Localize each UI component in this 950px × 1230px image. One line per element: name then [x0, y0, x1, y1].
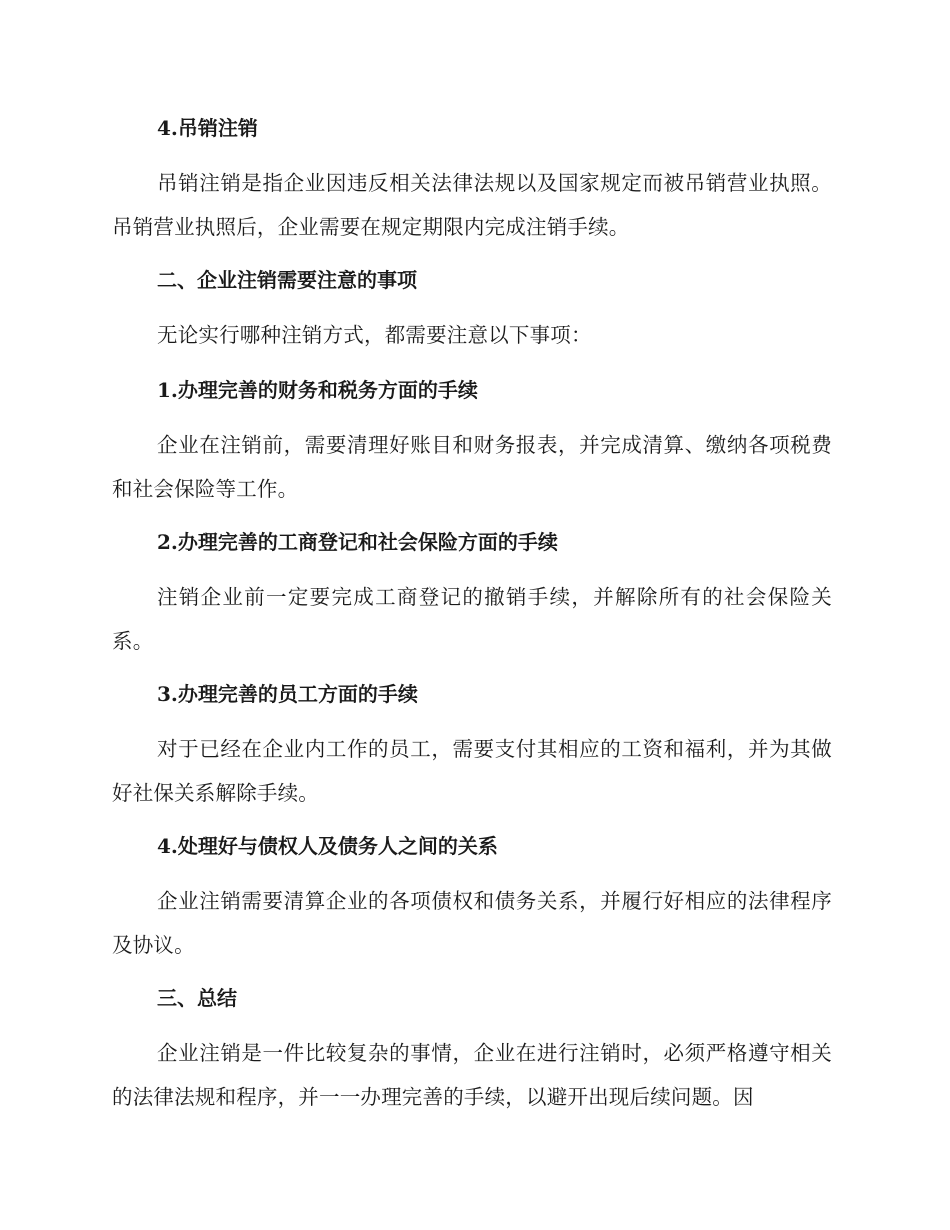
paragraph-creditors: 企业注销需要清算企业的各项债权和债务关系，并履行好相应的法律程序及协议。 [112, 889, 832, 957]
paragraph-precautions-intro: 无论实行哪种注销方式，都需要注意以下事项： [157, 323, 592, 347]
section-heading-revocation: 4.吊销注销 [157, 116, 258, 140]
subheading-finance-tax: 1.办理完善的财务和税务方面的手续 [157, 378, 478, 402]
subheading-employees: 3.办理完善的员工方面的手续 [157, 682, 418, 706]
section-heading-summary: 三、总结 [157, 986, 237, 1010]
subheading-creditors: 4.处理好与债权人及债务人之间的关系 [157, 834, 498, 858]
paragraph-summary: 企业注销是一件比较复杂的事情，企业在进行注销时，必须严格遵守相关的法律法规和程序，并一一办理完善的手续，以避开出现后续问题。因 [112, 1041, 832, 1109]
paragraph-finance-tax: 企业在注销前，需要清理好账目和财务报表，并完成清算、缴纳各项税费和社会保险等工作。 [112, 433, 832, 501]
paragraph-revocation: 吊销注销是指企业因违反相关法律法规以及国家规定而被吊销营业执照。吊销营业执照后，企业需要在规定期限内完成注销手续。 [112, 171, 832, 239]
subheading-business-registration: 2.办理完善的工商登记和社会保险方面的手续 [157, 530, 558, 554]
paragraph-employees: 对于已经在企业内工作的员工，需要支付其相应的工资和福利，并为其做好社保关系解除手续。 [112, 737, 832, 805]
section-heading-precautions: 二、企业注销需要注意的事项 [157, 268, 417, 292]
paragraph-business-registration: 注销企业前一定要完成工商登记的撤销手续，并解除所有的社会保险关系。 [112, 585, 832, 653]
